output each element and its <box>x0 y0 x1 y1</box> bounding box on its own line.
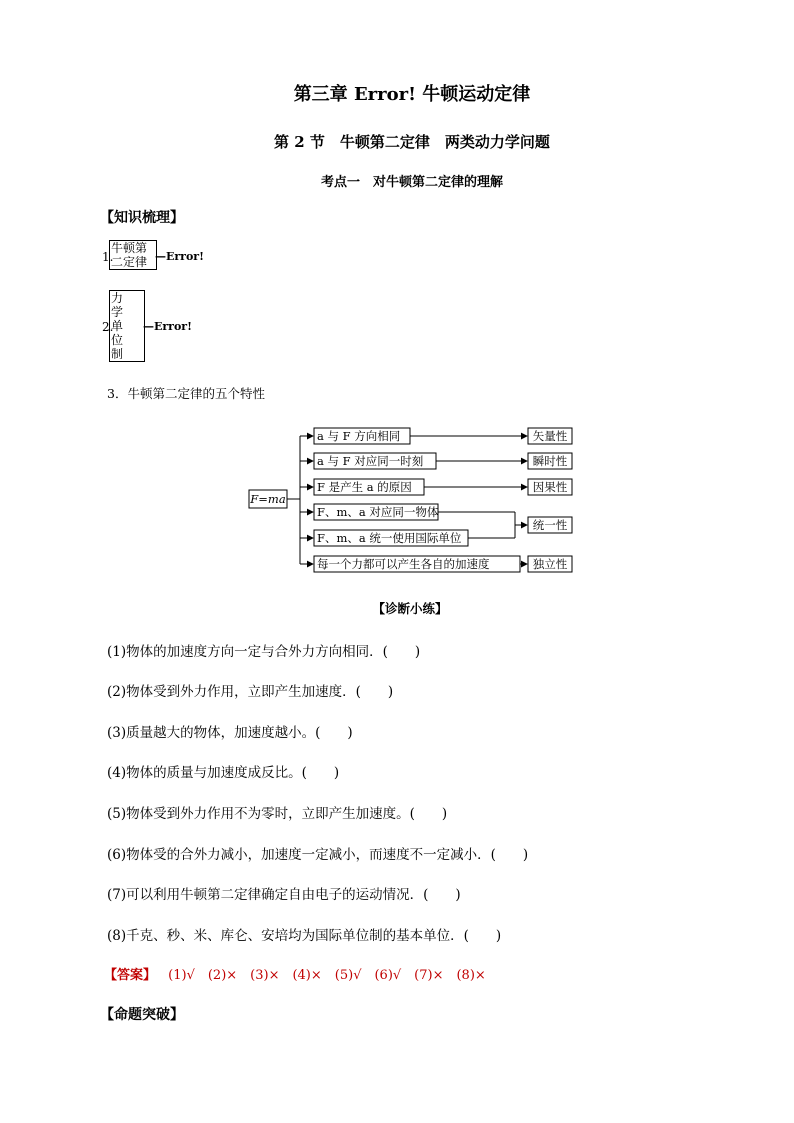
item1-error-ref: —Error! <box>155 250 204 263</box>
question-7: (7)可以利用牛顿第二定律确定自由电子的运动情况．( ) <box>107 887 461 903</box>
breakthrough-heading: 【命题突破】 <box>100 1007 184 1023</box>
section-title: 第 2 节 牛顿第二定律 两类动力学问题 <box>274 133 550 151</box>
item2-box-line: 力 <box>111 291 124 305</box>
item2-box-line: 学 <box>111 305 124 319</box>
property-box <box>528 517 572 533</box>
condition-label: 每一个力都可以产生各自的加速度 <box>317 557 490 571</box>
item2-error-ref: —Error! <box>143 320 192 333</box>
question-1: (1)物体的加速度方向一定与合外力方向相同．( ) <box>107 644 421 660</box>
condition-label: F、m、a 对应同一物体 <box>317 505 439 519</box>
property-box <box>528 479 572 495</box>
item1-number: 1. <box>102 250 114 264</box>
property-label: 因果性 <box>532 480 568 494</box>
item1-bracket-box <box>109 240 157 270</box>
property-label: 瞬时性 <box>532 454 568 468</box>
condition-label: F、m、a 统一使用国际单位 <box>317 531 462 545</box>
root-label: F=ma <box>250 492 286 506</box>
root-box <box>249 490 287 508</box>
item2-box-line: 位 <box>111 333 124 347</box>
condition-box <box>314 479 424 495</box>
condition-box <box>314 530 468 546</box>
condition-label: a 与 F 方向相同 <box>317 429 401 443</box>
item3-text: 3．牛顿第二定律的五个特性 <box>107 386 265 401</box>
property-box <box>528 428 572 444</box>
property-box <box>528 556 572 572</box>
condition-label: a 与 F 对应同一时刻 <box>317 454 424 468</box>
question-3: (3)质量越大的物体，加速度越小。( ) <box>107 725 353 741</box>
property-label: 独立性 <box>532 557 568 571</box>
condition-box <box>314 453 436 469</box>
item1-box-line: 牛顿第 <box>111 241 148 255</box>
condition-box <box>314 556 520 572</box>
question-6: (6)物体受的合外力减小，加速度一定减小，而速度不一定减小．( ) <box>107 847 529 863</box>
item2-box-line: 单 <box>111 319 124 333</box>
answer-line <box>104 964 486 983</box>
condition-label: F 是产生 a 的原因 <box>317 480 412 494</box>
answer-values: (1)√ (2)× (3)× (4)× (5)√ (6)√ (7)× (8)× <box>168 968 486 983</box>
topic-title: 考点一 对牛顿第二定律的理解 <box>320 175 503 190</box>
condition-box <box>314 504 438 520</box>
question-4: (4)物体的质量与加速度成反比。( ) <box>107 765 340 781</box>
question-8: (8)千克、秒、米、库仑、安培均为国际单位制的基本单位．( ) <box>107 928 502 944</box>
question-5: (5)物体受到外力作用不为零时，立即产生加速度。( ) <box>107 806 448 822</box>
answer-label: 【答案】 <box>104 968 157 983</box>
item2-number: 2. <box>102 320 114 334</box>
property-box <box>528 453 572 469</box>
property-label: 统一性 <box>532 518 568 532</box>
item2-box-line: 制 <box>111 347 124 361</box>
property-label: 矢量性 <box>532 429 568 443</box>
question-2: (2)物体受到外力作用，立即产生加速度．( ) <box>107 684 394 700</box>
knowledge-heading: 【知识梳理】 <box>100 210 184 226</box>
item1-box-line: 二定律 <box>111 255 148 269</box>
item2-bracket-box <box>109 290 145 362</box>
practice-heading: 【诊断小练】 <box>372 601 448 616</box>
condition-box <box>314 428 410 444</box>
chapter-title: 第三章 Error! 牛顿运动定律 <box>293 84 531 105</box>
